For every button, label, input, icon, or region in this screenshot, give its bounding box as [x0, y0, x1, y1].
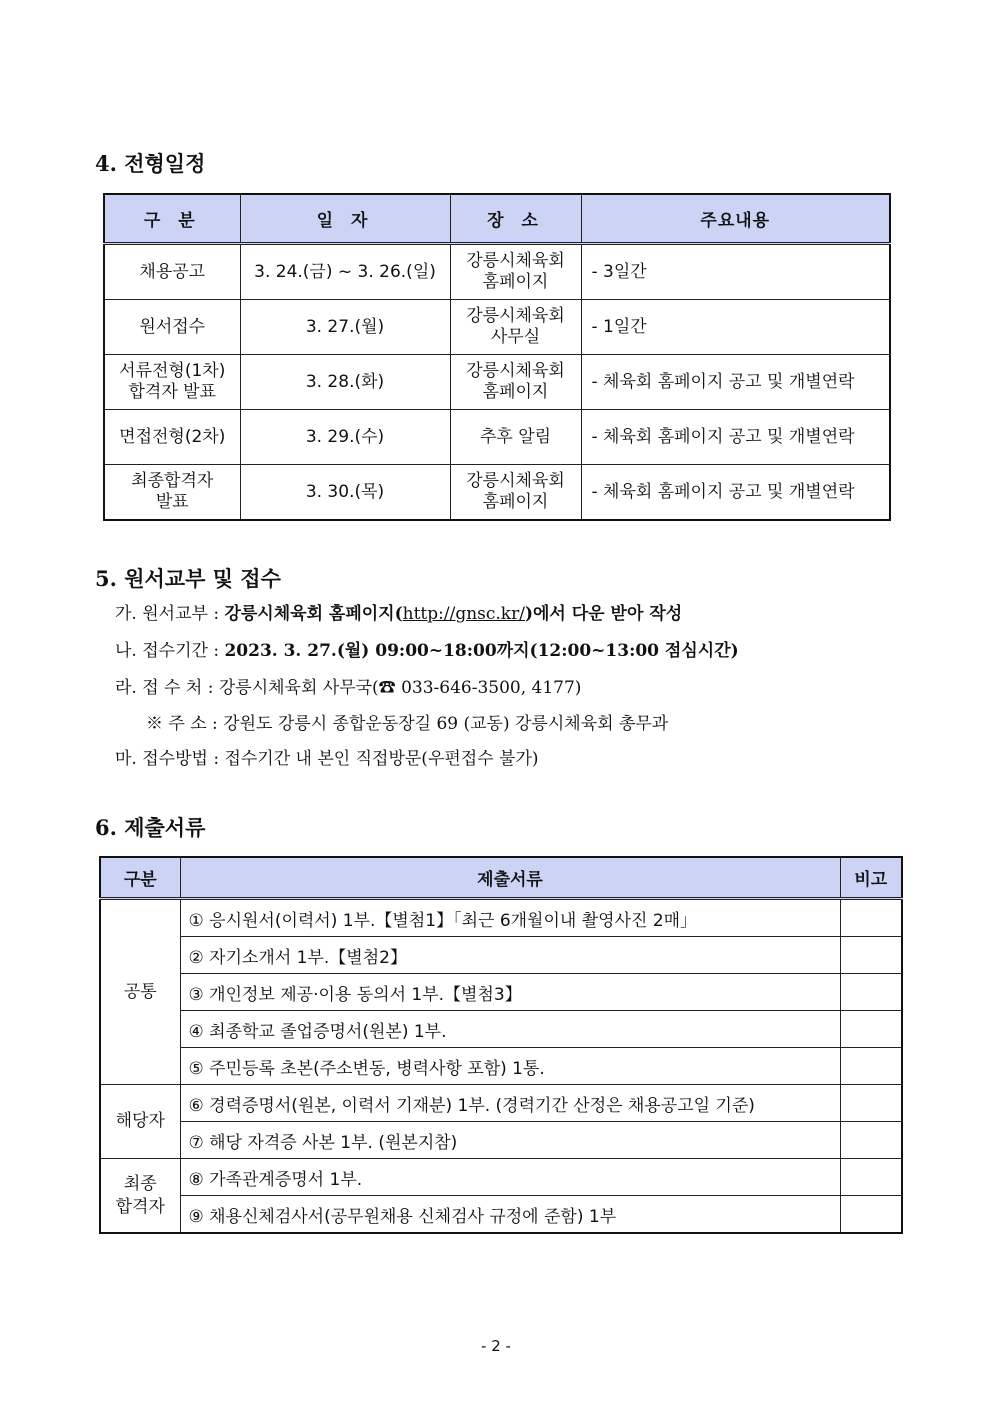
line-application-office-label: 라. 접 수 처 : — [115, 678, 219, 698]
schedule-place-cell: 추후 알림 — [450, 410, 581, 465]
schedule-content-cell: - 3일간 — [581, 244, 890, 300]
documents-item-cell: ⑦ 해당 자격증 사본 1부. (원본지참) — [180, 1122, 840, 1159]
section-4-title: 4. 전형일정 — [95, 151, 206, 176]
documents-row — [100, 1048, 902, 1085]
schedule-content-cell: - 1일간 — [581, 300, 890, 355]
documents-row — [100, 1085, 902, 1122]
homepage-link[interactable]: http://gnsc.kr/ — [402, 604, 525, 624]
schedule-row — [104, 410, 890, 465]
schedule-header-place: 장 소 — [450, 194, 581, 244]
documents-note-cell — [840, 899, 902, 937]
documents-row — [100, 899, 902, 937]
section-5-title: 5. 원서교부 및 접수 — [95, 566, 281, 591]
section-6-title: 6. 제출서류 — [95, 815, 206, 840]
schedule-date-cell: 3. 24.(금) ~ 3. 26.(일) — [240, 244, 450, 300]
line-application-office-text: 강릉시체육회 사무국(☎ 033-646-3500, 4177) — [218, 678, 582, 698]
line-application-form — [115, 599, 682, 624]
documents-table — [99, 856, 903, 1234]
documents-row — [100, 1011, 902, 1048]
documents-header-row — [100, 857, 902, 899]
schedule-table — [103, 193, 891, 521]
documents-item-cell: ⑨ 채용신체검사서(공무원채용 신체검사 규정에 준함) 1부 — [180, 1196, 840, 1234]
documents-header-category: 구분 — [100, 857, 180, 899]
documents-item-cell: ⑧ 가족관계증명서 1부. — [180, 1159, 840, 1196]
documents-note-cell — [840, 1122, 902, 1159]
schedule-date-cell: 3. 28.(화) — [240, 355, 450, 410]
line-application-method: 마. 접수방법 : 접수기간 내 본인 직접방문(우편접수 불가) — [115, 749, 539, 769]
schedule-place-cell: 강릉시체육회 사무실 — [450, 300, 581, 355]
line-application-form-text1: 강릉시체육회 홈페이지( — [224, 604, 403, 624]
schedule-header-category: 구 분 — [104, 194, 240, 244]
line-application-form-label: 가. 원서교부 : — [115, 604, 225, 624]
schedule-row — [104, 465, 890, 521]
schedule-row — [104, 355, 890, 410]
schedule-category-cell: 면접전형(2차) — [104, 410, 240, 465]
schedule-row — [104, 300, 890, 355]
schedule-place-cell: 강릉시체육회 홈페이지 — [450, 244, 581, 300]
documents-header-note: 비고 — [840, 857, 902, 899]
documents-category-cell: 해당자 — [100, 1085, 180, 1159]
documents-row — [100, 937, 902, 974]
documents-note-cell — [840, 1196, 902, 1234]
documents-header-docs: 제출서류 — [180, 857, 840, 899]
schedule-date-cell: 3. 27.(월) — [240, 300, 450, 355]
line-application-office — [115, 673, 581, 698]
schedule-date-cell: 3. 29.(수) — [240, 410, 450, 465]
schedule-content-cell: - 체육회 홈페이지 공고 및 개별연락 — [581, 355, 890, 410]
documents-row — [100, 1159, 902, 1196]
line-application-period-text: 2023. 3. 27.(월) 09:00~18:00까지(12:00~13:00 점심시간) — [224, 641, 739, 661]
documents-row — [100, 1122, 902, 1159]
documents-item-cell: ④ 최종학교 졸업증명서(원본) 1부. — [180, 1011, 840, 1048]
documents-row — [100, 1196, 902, 1234]
schedule-header-content: 주요내용 — [581, 194, 890, 244]
documents-item-cell: ③ 개인정보 제공·이용 동의서 1부.【별첨3】 — [180, 974, 840, 1011]
schedule-category-cell: 최종합격자 발표 — [104, 465, 240, 521]
documents-category-cell: 공통 — [100, 899, 180, 1085]
schedule-category-cell: 서류전형(1차) 합격자 발표 — [104, 355, 240, 410]
schedule-place-cell: 강릉시체육회 홈페이지 — [450, 465, 581, 521]
documents-item-cell: ① 응시원서(이력서) 1부.【별첨1】「최근 6개월이내 촬영사진 2매」 — [180, 899, 840, 937]
line-application-period — [115, 636, 739, 661]
line-application-period-label: 나. 접수기간 : — [115, 641, 225, 661]
documents-note-cell — [840, 974, 902, 1011]
schedule-place-cell: 강릉시체육회 홈페이지 — [450, 355, 581, 410]
documents-item-cell: ② 자기소개서 1부.【별첨2】 — [180, 937, 840, 974]
schedule-date-cell: 3. 30.(목) — [240, 465, 450, 521]
documents-note-cell — [840, 1048, 902, 1085]
documents-note-cell — [840, 1011, 902, 1048]
page-number: - 2 - — [481, 1337, 511, 1355]
documents-item-cell: ⑥ 경력증명서(원본, 이력서 기재분) 1부. (경력기간 산정은 채용공고일 기준) — [180, 1085, 840, 1122]
schedule-category-cell: 채용공고 — [104, 244, 240, 300]
schedule-content-cell: - 체육회 홈페이지 공고 및 개별연락 — [581, 410, 890, 465]
schedule-category-cell: 원서접수 — [104, 300, 240, 355]
documents-category-cell: 최종 합격자 — [100, 1159, 180, 1234]
schedule-header-row — [104, 194, 890, 244]
documents-note-cell — [840, 1159, 902, 1196]
documents-note-cell — [840, 937, 902, 974]
documents-item-cell: ⑤ 주민등록 초본(주소변동, 병력사항 포함) 1통. — [180, 1048, 840, 1085]
line-address: ※ 주 소 : 강원도 강릉시 종합운동장길 69 (교동) 강릉시체육회 총무과 — [146, 714, 669, 734]
schedule-row — [104, 244, 890, 300]
documents-note-cell — [840, 1085, 902, 1122]
documents-row — [100, 974, 902, 1011]
schedule-content-cell: - 체육회 홈페이지 공고 및 개별연락 — [581, 465, 890, 521]
schedule-header-date: 일 자 — [240, 194, 450, 244]
line-application-form-text2: )에서 다운 받아 작성 — [524, 604, 683, 624]
